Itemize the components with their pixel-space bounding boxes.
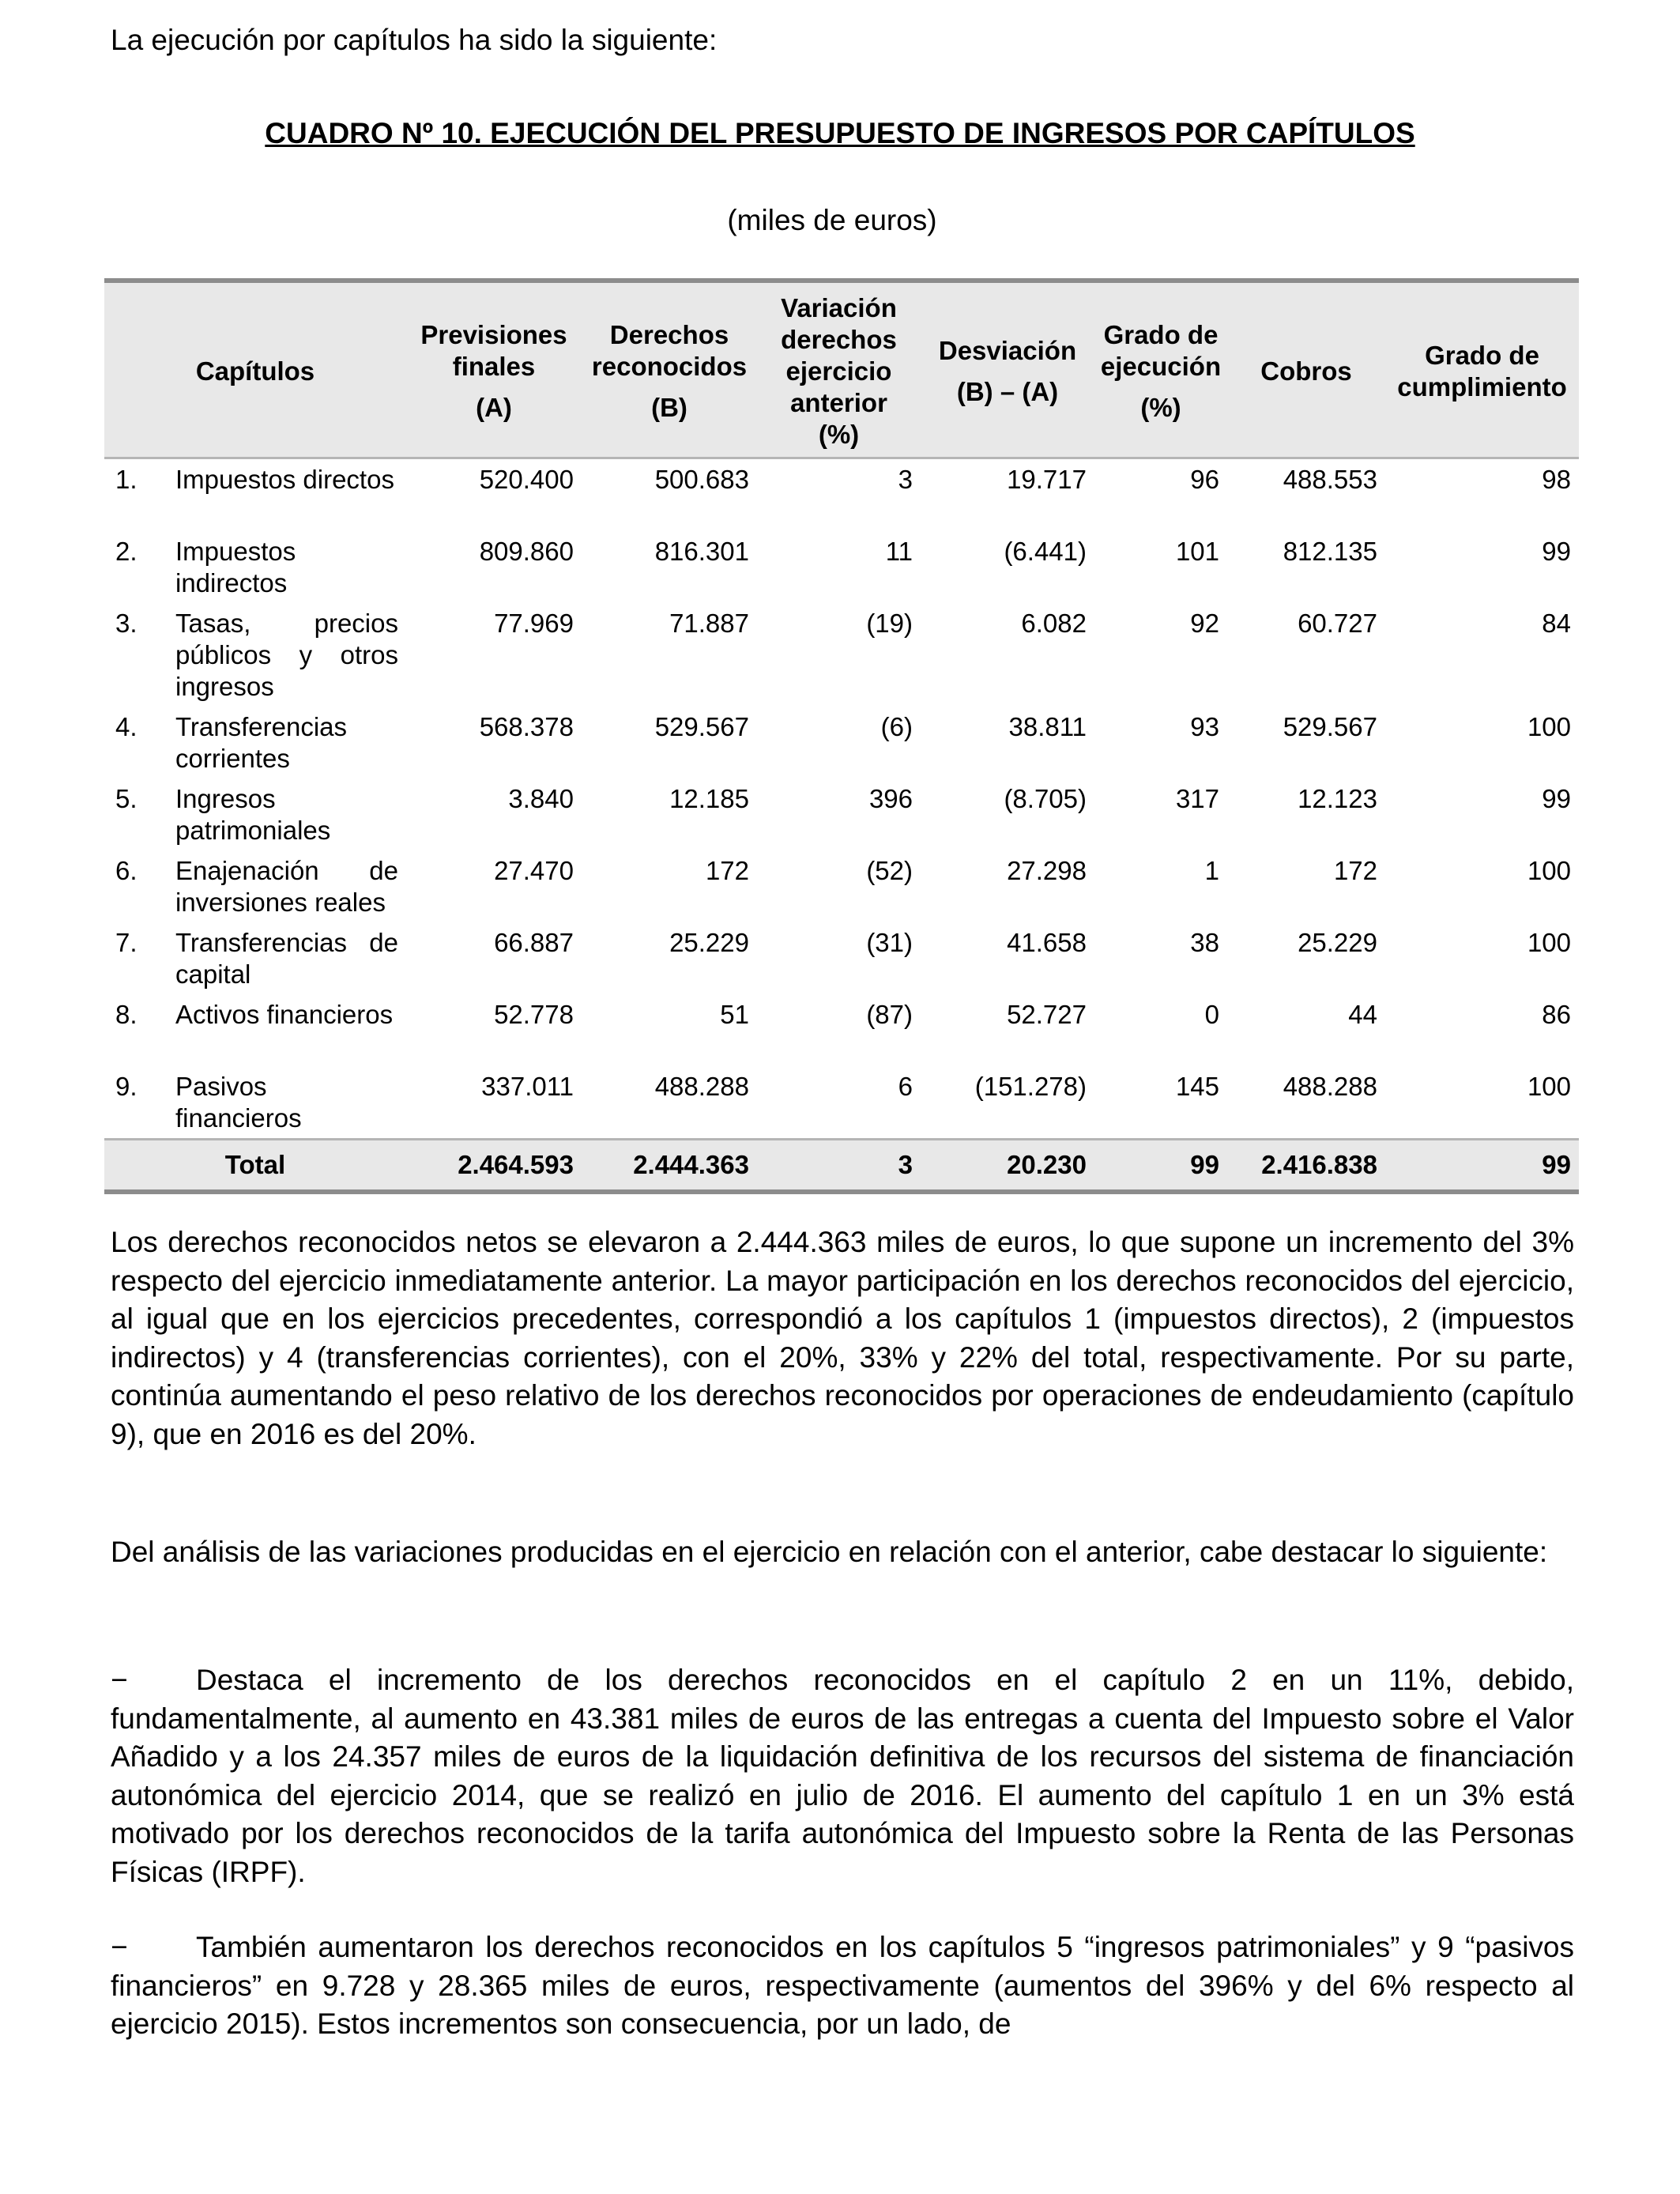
header-desviacion <box>921 281 1094 458</box>
cell-cobros: 60.727 <box>1298 609 1377 638</box>
cell-previsiones: 568.378 <box>479 712 574 741</box>
cell-previsiones: 77.969 <box>494 609 574 638</box>
chapter-number: 1. <box>115 465 137 494</box>
cell-variacion: 3 <box>898 465 913 494</box>
chapter-cell <box>104 458 406 532</box>
cell-variacion: (87) <box>866 1000 913 1029</box>
chapter-name: Pasivos financieros <box>175 1072 302 1133</box>
header-variacion <box>757 281 921 458</box>
bullet-text: Destaca el incremento de los derechos reconocidos en el capítulo 2 en un 11%, debido, fundamentalmente, al aumento en 43.381 miles de euros de las entregas a cuenta del Impuesto sobre el Valor Añadido y a los 24.357 miles de euros de la liquidación definitiva de los recursos del sistema de financiación autonómica del ejercicio 2014, que se realizó en julio de 2016. El aumento del capítulo 1 en un 3% está motivado por los derechos reconocidos de la tarifa autonómica del Impuesto sobre la Renta de las Personas Físicas (IRPF). <box>111 1664 1574 1888</box>
bullet-text: También aumentaron los derechos reconocidos en los capítulos 5 “ingresos patrimoniales” y 9 “pasivos financieros” en 9.728 y 28.365 miles de euros, respectivamente (aumentos del 396% y del 6% respecto al ejercicio 2015). Estos incrementos son consecuencia, por un lado, de <box>111 1931 1574 2040</box>
cell-grado-ejecucion: 0 <box>1204 1000 1219 1029</box>
cell-grado-cumplimiento: 99 <box>1542 537 1571 566</box>
chapter-label <box>112 783 398 846</box>
header-grado-ejecucion <box>1094 281 1227 458</box>
cell-cobros: 44 <box>1348 1000 1377 1029</box>
total-cobros: 2.416.838 <box>1227 1140 1385 1193</box>
cell-grado-cumplimiento: 98 <box>1542 465 1571 494</box>
chapter-number: 2. <box>115 537 137 566</box>
header-symbol: (A) <box>476 393 512 422</box>
chapter-label <box>112 608 398 703</box>
chapter-name: Ingresos patrimoniales <box>175 784 331 845</box>
cell-grado-cumplimiento: 100 <box>1527 1072 1571 1101</box>
cell-grado-ejecucion: 96 <box>1190 465 1219 494</box>
cell-grado-ejecucion: 317 <box>1175 784 1219 813</box>
chapter-cell <box>104 603 406 707</box>
cell-derechos: 51 <box>720 1000 749 1029</box>
header-label: Previsiones finales <box>420 320 567 381</box>
budget-table <box>104 278 1579 1194</box>
dash-bullet-icon: − <box>111 1664 128 1696</box>
header-symbol: (%) <box>1140 393 1181 422</box>
chapter-number: 6. <box>115 856 137 885</box>
cell-cobros: 488.553 <box>1283 465 1377 494</box>
cell-grado-ejecucion: 92 <box>1190 609 1219 638</box>
cell-variacion: (6) <box>880 712 913 741</box>
chapter-number: 8. <box>115 1000 137 1029</box>
chapter-label <box>112 464 398 496</box>
header-label: Grado de ejecución <box>1100 320 1222 381</box>
cell-variacion: 6 <box>898 1072 913 1101</box>
cell-previsiones: 27.470 <box>494 856 574 885</box>
chapter-cell <box>104 707 406 778</box>
cell-grado-ejecucion: 1 <box>1204 856 1219 885</box>
chapter-label <box>112 536 398 599</box>
table-header-row <box>104 281 1579 458</box>
cell-cobros: 172 <box>1333 856 1377 885</box>
cell-grado-ejecucion: 93 <box>1190 712 1219 741</box>
header-symbol: (B) – (A) <box>956 377 1059 406</box>
cell-grado-cumplimiento: 100 <box>1527 856 1571 885</box>
header-label: Desviación <box>938 336 1077 365</box>
header-derechos <box>582 281 757 458</box>
total-variacion: 3 <box>757 1140 921 1193</box>
chapter-name: Transferencias corrientes <box>175 712 348 773</box>
cell-variacion: 11 <box>885 537 913 566</box>
cell-cobros: 812.135 <box>1283 537 1377 566</box>
chapter-number: 4. <box>115 712 137 741</box>
chapter-name: Activos financieros <box>175 1000 394 1029</box>
cell-desviacion: 41.658 <box>1007 928 1087 957</box>
cell-derechos: 25.229 <box>669 928 749 957</box>
chapter-number: 5. <box>115 784 137 813</box>
total-derechos: 2.444.363 <box>582 1140 757 1193</box>
chapter-label <box>112 1071 398 1134</box>
chapter-label <box>112 999 398 1031</box>
cell-variacion: (19) <box>866 609 913 638</box>
table-row <box>104 531 1579 603</box>
chapter-number: 9. <box>115 1072 137 1101</box>
cell-desviacion: (8.705) <box>1004 784 1087 813</box>
cell-cobros: 25.229 <box>1298 928 1377 957</box>
table-total-row <box>104 1140 1579 1193</box>
header-grado-cumplimiento <box>1385 281 1579 458</box>
total-previsiones: 2.464.593 <box>406 1140 582 1193</box>
cell-grado-cumplimiento: 100 <box>1527 928 1571 957</box>
table-row <box>104 922 1579 994</box>
table-row <box>104 778 1579 850</box>
cell-previsiones: 52.778 <box>494 1000 574 1029</box>
chapter-label <box>112 711 398 775</box>
chapter-cell <box>104 850 406 922</box>
intro-text: La ejecución por capítulos ha sido la siguiente: <box>111 24 718 56</box>
cell-derechos: 12.185 <box>669 784 749 813</box>
cell-variacion: 396 <box>868 784 913 813</box>
cell-variacion: (52) <box>866 856 913 885</box>
table-row <box>104 850 1579 922</box>
cell-grado-ejecucion: 38 <box>1190 928 1219 957</box>
cell-previsiones: 3.840 <box>508 784 574 813</box>
header-label: Derechos reconocidos <box>591 320 748 381</box>
cell-desviacion: 38.811 <box>1008 712 1087 741</box>
cell-derechos: 500.683 <box>654 465 749 494</box>
cell-previsiones: 809.860 <box>479 537 574 566</box>
cell-grado-cumplimiento: 84 <box>1542 609 1571 638</box>
dash-bullet-icon: − <box>111 1931 128 1963</box>
cell-cobros: 529.567 <box>1283 712 1377 741</box>
header-previsiones <box>406 281 582 458</box>
chapter-label <box>112 927 398 990</box>
chapter-cell <box>104 994 406 1066</box>
chapter-cell <box>104 922 406 994</box>
cell-desviacion: (6.441) <box>1004 537 1087 566</box>
cell-desviacion: (151.278) <box>974 1072 1087 1101</box>
header-cobros <box>1227 281 1385 458</box>
cell-desviacion: 27.298 <box>1007 856 1087 885</box>
header-label: Cobros <box>1260 356 1352 386</box>
bullet-paragraph-capitulos-5-9 <box>111 1928 1574 2044</box>
total-grado-ejecucion: 99 <box>1094 1140 1227 1193</box>
cell-grado-cumplimiento: 100 <box>1527 712 1571 741</box>
cell-derechos: 71.887 <box>669 609 749 638</box>
cell-derechos: 488.288 <box>654 1072 749 1101</box>
cell-desviacion: 6.082 <box>1021 609 1087 638</box>
cell-previsiones: 520.400 <box>479 465 574 494</box>
header-symbol: (%) <box>818 420 860 449</box>
chapter-name: Impuestos directos <box>175 465 394 494</box>
chapter-cell <box>104 778 406 850</box>
paragraph-analisis-intro: Del análisis de las variaciones producidas en el ejercicio en relación con el anterior, cabe destacar lo siguiente: <box>111 1536 1548 1568</box>
table-row <box>104 707 1579 778</box>
header-label: Grado de cumplimiento <box>1397 341 1567 401</box>
paragraph-derechos-reconocidos: Los derechos reconocidos netos se elevaron a 2.444.363 miles de euros, lo que supone un incremento del 3% respecto del ejercicio inmediatamente anterior. La mayor participación en los derechos reconocidos del ejercicio, al igual que en los ejercicios precedentes, correspondió a los capítulos 1 (impuestos directos), 2 (impuestos indirectos) y 4 (transferencias corrientes), con el 20%, 33% y 22% del total, respectivamente. Por su parte, continúa aumentando el peso relativo de los derechos reconocidos por operaciones de endeudamiento (capítulo 9), que en 2016 es del 20%. <box>111 1226 1574 1450</box>
cell-cobros: 488.288 <box>1283 1072 1377 1101</box>
cell-derechos: 529.567 <box>654 712 749 741</box>
cell-grado-cumplimiento: 99 <box>1542 784 1571 813</box>
chapter-number: 3. <box>115 609 137 638</box>
bullet-paragraph-capitulo-2 <box>111 1661 1574 1891</box>
cell-grado-ejecucion: 145 <box>1175 1072 1219 1101</box>
total-desviacion: 20.230 <box>921 1140 1094 1193</box>
header-symbol: (B) <box>651 393 687 422</box>
header-label: Variación derechos ejercicio anterior <box>781 293 897 417</box>
chapter-name: Tasas, precios públicos y otros ingresos <box>175 609 398 701</box>
header-label: Capítulos <box>195 356 315 386</box>
cell-desviacion: 52.727 <box>1007 1000 1087 1029</box>
cell-grado-cumplimiento: 86 <box>1542 1000 1571 1029</box>
table-title: CUADRO Nº 10. EJECUCIÓN DEL PRESUPUESTO DE INGRESOS POR CAPÍTULOS <box>265 117 1415 149</box>
table-row <box>104 1066 1579 1140</box>
cell-previsiones: 337.011 <box>481 1072 574 1101</box>
table-row <box>104 603 1579 707</box>
cell-derechos: 172 <box>705 856 749 885</box>
chapter-label <box>112 855 398 918</box>
cell-variacion: (31) <box>866 928 913 957</box>
cell-desviacion: 19.717 <box>1007 465 1087 494</box>
total-grado-cumplimiento: 99 <box>1385 1140 1579 1193</box>
header-capitulos <box>104 281 406 458</box>
chapter-name: Transferencias de capital <box>175 928 398 989</box>
total-label: Total <box>104 1140 406 1193</box>
chapter-name: Enajenación de inversiones reales <box>175 856 398 917</box>
chapter-cell <box>104 531 406 603</box>
chapter-name: Impuestos indirectos <box>175 537 296 598</box>
table-row <box>104 458 1579 532</box>
chapter-cell <box>104 1066 406 1140</box>
cell-grado-ejecucion: 101 <box>1175 537 1219 566</box>
table-row <box>104 994 1579 1066</box>
cell-cobros: 12.123 <box>1298 784 1377 813</box>
chapter-number: 7. <box>115 928 137 957</box>
cell-derechos: 816.301 <box>654 537 749 566</box>
cell-previsiones: 66.887 <box>494 928 574 957</box>
table-units: (miles de euros) <box>727 204 937 236</box>
